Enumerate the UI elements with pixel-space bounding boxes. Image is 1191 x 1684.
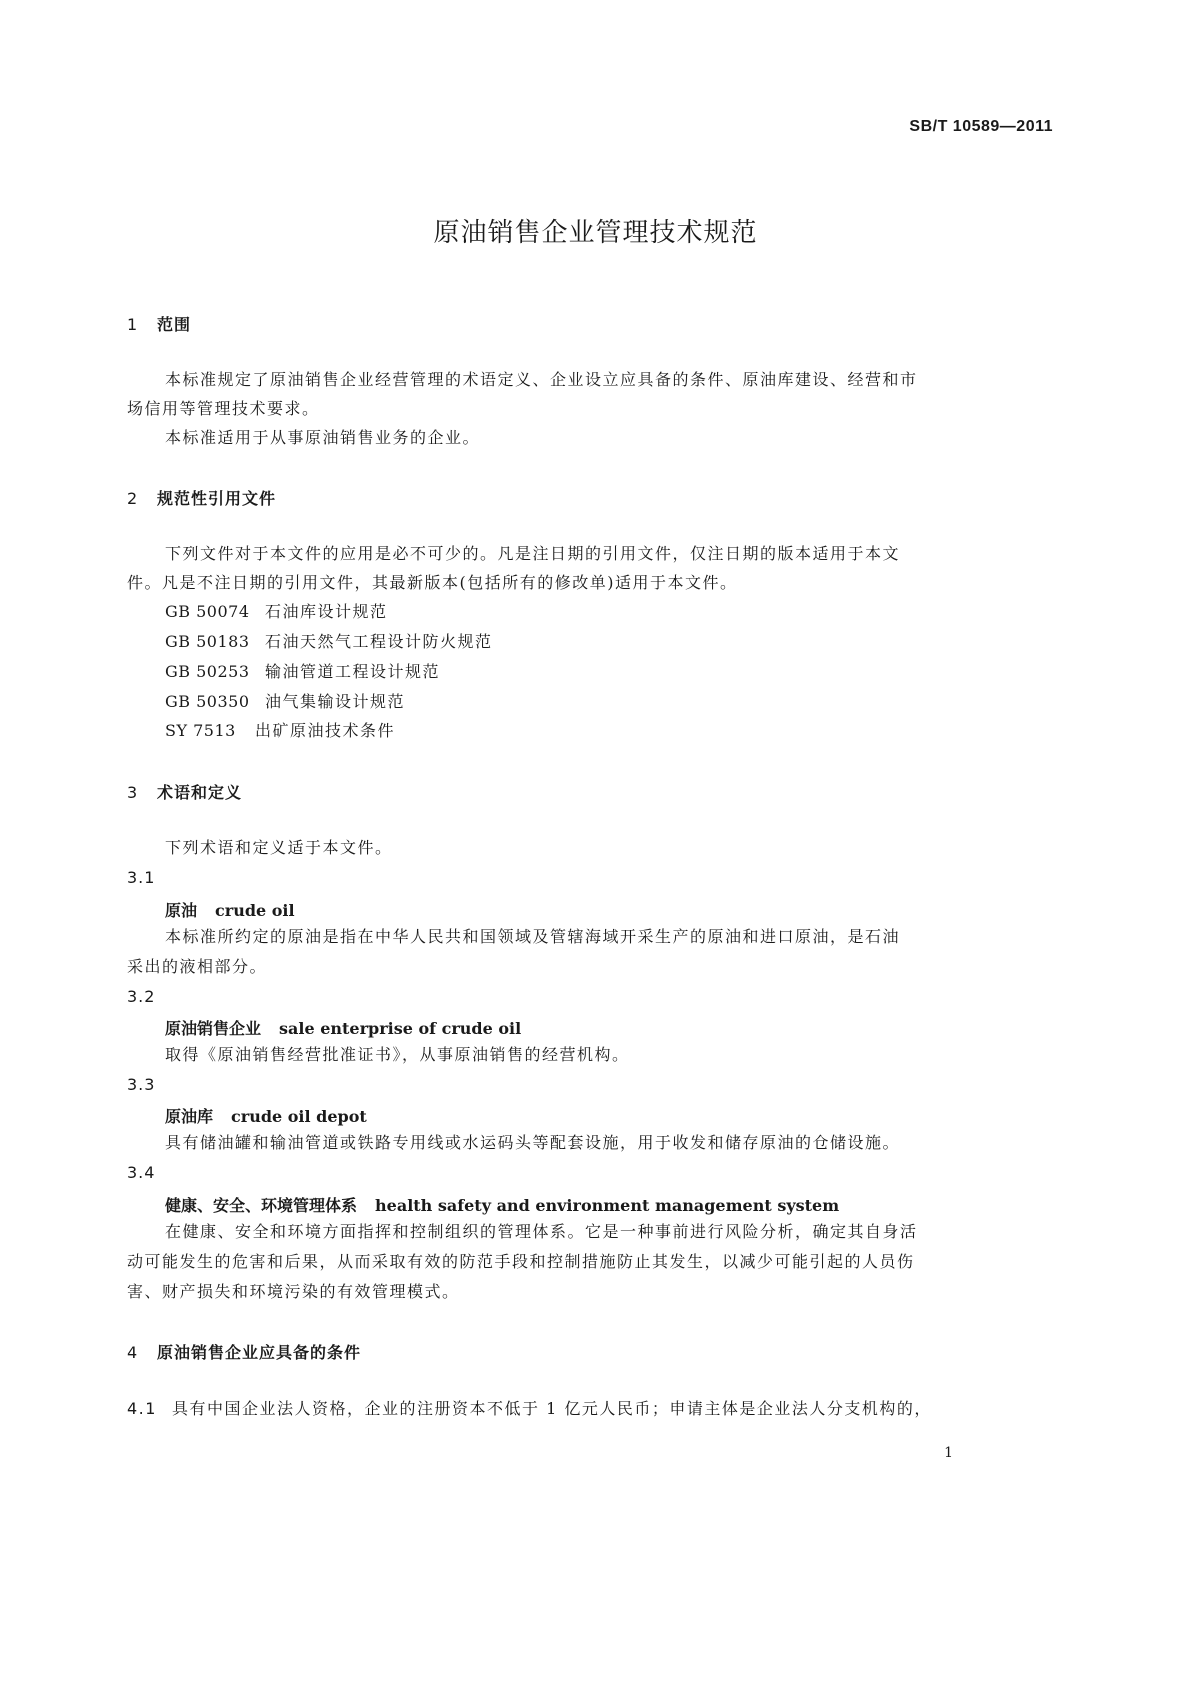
section-1-heading: [127, 312, 191, 335]
document-title: 原油销售企业管理技术规范: [433, 218, 758, 248]
section-number: 2: [127, 489, 139, 508]
term-english: crude oil depot: [231, 1107, 367, 1126]
clause-text: 具有中国企业法人资格，企业的注册资本不低于 1 亿元人民币；申请主体是企业法人分支机构的，: [172, 1399, 932, 1418]
section-3-intro: 下列术语和定义适于本文件。: [165, 838, 393, 857]
standard-code: SB/T 10589—2011: [909, 118, 1053, 135]
term-definition-line-1: 本标准所约定的原油是指在中华人民共和国领域及管辖海域开采生产的原油和进口原油，是石油: [165, 927, 901, 946]
section-2-paragraph-line-1: 下列文件对于本文件的应用是必不可少的。凡是注日期的引用文件，仅注日期的版本适用于本文: [165, 544, 901, 563]
section-title: 术语和定义: [157, 783, 243, 802]
term-definition-line-1: 在健康、安全和环境方面指挥和控制组织的管理体系。它是一种事前进行风险分析，确定其自身活: [165, 1222, 918, 1241]
term-english: crude oil: [215, 901, 295, 920]
section-2-paragraph-line-2: 件。凡是不注日期的引用文件，其最新版本(包括所有的修改单)适用于本文件。: [127, 573, 738, 592]
term-english: sale enterprise of crude oil: [279, 1019, 522, 1038]
term-definition-line-1: 取得《原油销售经营批准证书》，从事原油销售的经营机构。: [165, 1045, 630, 1064]
term-definition-line-3: 害、财产损失和环境污染的有效管理模式。: [127, 1282, 460, 1301]
clause-number: 3.1: [127, 868, 156, 887]
reference-title: 石油库设计规范: [265, 602, 388, 621]
section-2-heading: [127, 486, 276, 509]
term-chinese: 原油库: [165, 1107, 214, 1126]
section-number: 3: [127, 783, 139, 802]
term-definition-line-2: 动可能发生的危害和后果，从而采取有效的防范手段和控制措施防止其发生，以减少可能引起的人员伤: [127, 1252, 915, 1271]
reference-item: [165, 690, 405, 714]
reference-title: 油气集输设计规范: [265, 692, 406, 711]
reference-item: [165, 719, 395, 743]
reference-title: 出矿原油技术条件: [255, 721, 396, 740]
section-1-paragraph-1-line-1: 本标准规定了原油销售企业经营管理的术语定义、企业设立应具备的条件、原油库建设、经营和市: [165, 370, 918, 389]
clause-number: 3.2: [127, 987, 156, 1006]
reference-item: [165, 600, 388, 624]
reference-title: 输油管道工程设计规范: [265, 662, 441, 681]
section-number: 1: [127, 315, 139, 334]
term-heading: [165, 1104, 367, 1127]
section-1-paragraph-1-line-2: 场信用等管理技术要求。: [127, 399, 320, 418]
reference-code: SY 7513: [165, 721, 236, 740]
term-english: health safety and environment management system: [375, 1196, 840, 1215]
clause-number: 4.1: [127, 1399, 157, 1418]
section-title: 规范性引用文件: [157, 489, 277, 508]
term-chinese: 原油: [165, 901, 198, 920]
reference-title: 石油天然气工程设计防火规范: [265, 632, 493, 651]
page-number: 1: [944, 1445, 953, 1461]
section-1-paragraph-2: 本标准适用于从事原油销售业务的企业。: [165, 428, 481, 447]
reference-code: GB 50074: [165, 602, 250, 621]
term-chinese: 原油销售企业: [165, 1019, 262, 1038]
term-heading: [165, 1016, 521, 1039]
clause-number: 3.3: [127, 1075, 156, 1094]
reference-code: GB 50350: [165, 692, 250, 711]
section-title: 原油销售企业应具备的条件: [157, 1343, 362, 1362]
term-chinese: 健康、安全、环境管理体系: [165, 1196, 358, 1215]
section-3-heading: [127, 780, 242, 803]
clause-4-1: [127, 1397, 932, 1421]
section-4-heading: [127, 1340, 361, 1363]
section-title: 范围: [157, 315, 192, 334]
reference-item: [165, 660, 440, 684]
reference-code: GB 50183: [165, 632, 250, 651]
section-number: 4: [127, 1343, 139, 1362]
clause-number: 3.4: [127, 1163, 156, 1182]
reference-item: [165, 630, 493, 654]
term-heading: [165, 1193, 839, 1216]
term-heading: [165, 898, 295, 921]
term-definition-line-2: 采出的液相部分。: [127, 957, 268, 976]
reference-code: GB 50253: [165, 662, 250, 681]
term-definition-line-1: 具有储油罐和输油管道或铁路专用线或水运码头等配套设施，用于收发和储存原油的仓储设施。: [165, 1133, 901, 1152]
